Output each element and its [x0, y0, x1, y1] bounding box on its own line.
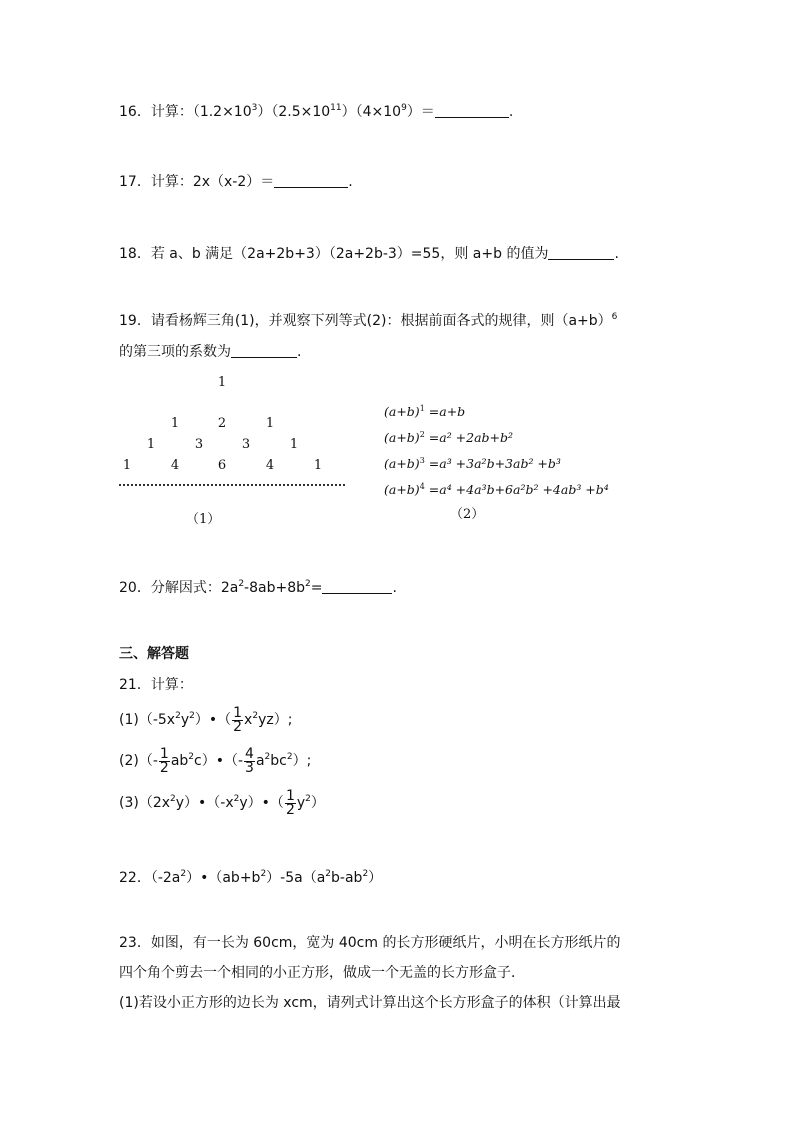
fraction: $\frac{4}{3}$	[245, 745, 254, 776]
triangle-entry: 1	[146, 437, 156, 452]
triangle-entry: 3	[194, 437, 204, 452]
expansion-row: $(a+b)^1 =a+b$	[384, 404, 466, 419]
question-21-part-1: $(1)(-5x^2y^2)•$（ $\frac{1}{2}$ $x^2yz$）;	[119, 704, 293, 735]
question-21-title: 21．计算：	[119, 677, 193, 693]
answer-blank	[274, 174, 348, 188]
figure-caption-2: （2）	[450, 507, 485, 522]
question-21-part-2: (2)（- $\frac{1}{2}$ $ab^2c)•(-$ $\frac{4}{3}$ $a^2bc^2$）;	[119, 745, 312, 776]
question-23-line3: (1)若设小正方形的边长为 xcm，请列式计算出这个长方形盒子的体积（计算出最	[119, 995, 621, 1011]
question-18: 18．若 a、b 满足（2a+2b+3）（2a+2b-3）=55，则 a+b 的值为 .	[119, 246, 619, 262]
answer-blank	[231, 344, 297, 358]
fraction: $\frac{1}{2}$	[159, 745, 169, 776]
question-22: 22．$(-2a^2)•(ab+b^2)-5a(a^2b-ab^2)$	[119, 869, 383, 886]
fraction: $\frac{1}{2}$	[233, 704, 243, 735]
triangle-entry: 1	[265, 416, 275, 431]
answer-blank	[322, 580, 392, 594]
question-21-part-3: $(3)(2x^2y)•(-x^2y)•$（ $\frac{1}{2}$ $y^2$）	[119, 787, 325, 818]
question-17: 17．计算：2x（x-2）＝ .	[119, 174, 353, 190]
question-23-line1: 23．如图，有一长为 60cm，宽为 40cm 的长方形硬纸片，小明在长方形纸片的	[119, 935, 621, 951]
triangle-entry: 2	[217, 416, 227, 431]
question-23-line2: 四个角个剪去一个相同的小正方形，做成一个无盖的长方形盒子．	[119, 965, 525, 981]
expansion-row: $(a+b)^2 =a^2 +2ab+b^2$	[384, 430, 514, 445]
fraction: $\frac{1}{2}$	[285, 787, 295, 818]
section-title: 三、解答题	[119, 646, 189, 662]
triangle-entry: 6	[217, 458, 227, 473]
triangle-entry: 3	[241, 437, 251, 452]
triangle-entry: 4	[170, 458, 180, 473]
question-19-line2: 的第三项的系数为 .	[119, 344, 302, 360]
answer-blank	[548, 246, 614, 260]
triangle-entry: 1	[122, 458, 132, 473]
dotted-continuation	[119, 484, 345, 486]
triangle-entry: 1	[313, 458, 323, 473]
figure-caption-1: （1）	[186, 512, 221, 527]
triangle-entry: 1	[217, 375, 227, 390]
triangle-entry: 1	[289, 437, 299, 452]
triangle-entry: 4	[265, 458, 275, 473]
expansion-row: $(a+b)^3 =a^3 +3a^2b+3ab^2 +b^3$	[384, 456, 561, 471]
question-19-line1: 19．请看杨辉三角(1)，并观察下列等式(2)：根据前面各式的规律，则$(a+b)^6$	[119, 312, 618, 329]
answer-blank	[435, 104, 509, 118]
question-16: 16．计算：$(1.2\times 10^3)(2.5\times 10^{11})(4\times 10^9)=$ .	[119, 103, 514, 120]
question-20: 20．分解因式：$2a^2-8ab+8b^2=$ .	[119, 579, 397, 596]
triangle-entry: 1	[170, 416, 180, 431]
expansion-row: $(a+b)^4 =a^4 +4a^3b+6a^2b^2 +4ab^3 +b^4$	[384, 482, 609, 497]
